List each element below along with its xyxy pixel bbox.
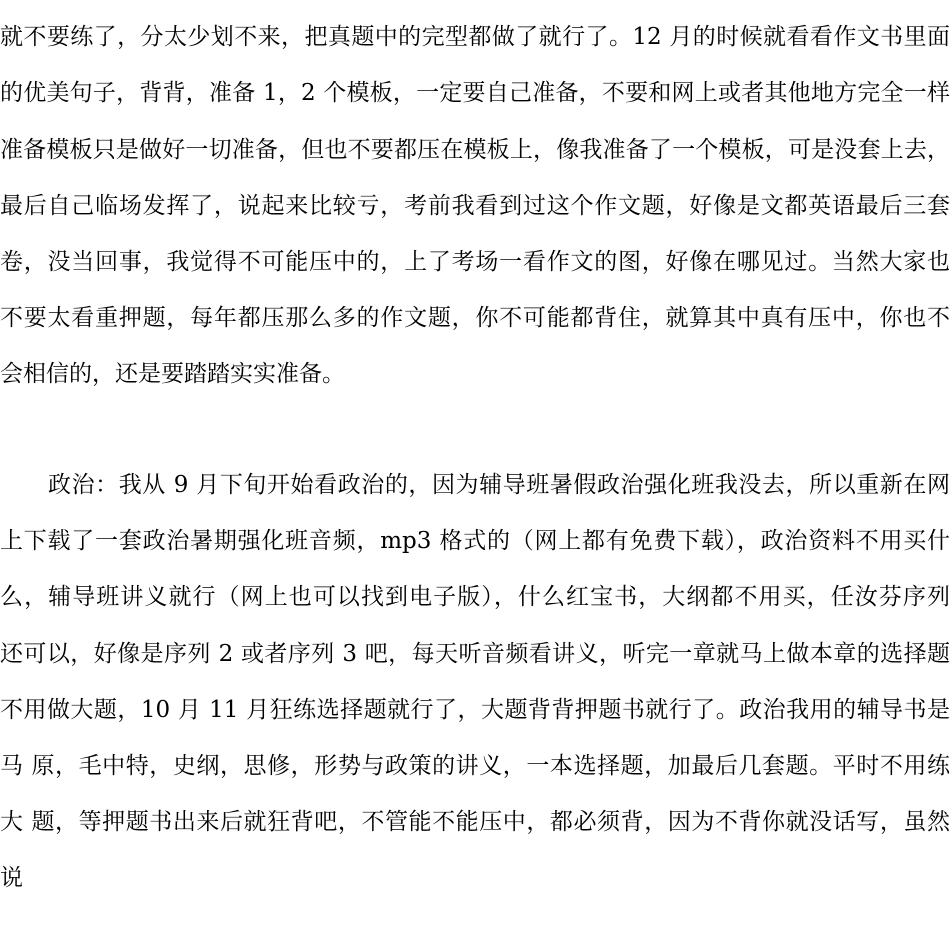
- paragraph-line: 会相信的，还是要踏踏实实准备。: [0, 361, 345, 387]
- paragraph-line: 不用做大题，10 月 11 月狂练选择题就行了，大题背背押题书就行了。政治我用的辅导书是: [0, 697, 950, 723]
- paragraph-line: 还可以，好像是序列 2 或者序列 3 吧，每天听音频看讲义，听完一章就马上做本章的选择题: [0, 641, 950, 667]
- paragraph-line: 的优美句子，背背，准备 1，2 个模板，一定要自己准备，不要和网上或者其他地方完全一样: [0, 80, 950, 106]
- paragraph-line: 最后自己临场发挥了，说起来比较亏，考前我看到过这个作文题，好像是文都英语最后三套: [0, 193, 950, 219]
- paragraph-line: 卷，没当回事，我觉得不可能压中的，上了考场一看作文的图，好像在哪见过。当然大家也: [0, 249, 950, 275]
- paragraph-line: 大 题，等押题书出来后就狂背吧，不管能不能压中，都必须背，因为不背你就没话写，虽然: [0, 809, 950, 835]
- paragraph-line: 上下载了一套政治暑期强化班音频，mp3 格式的（网上都有免费下载），政治资料不用买什: [0, 528, 950, 554]
- paragraph-line: 就不要练了，分太少划不来，把真题中的完型都做了就行了。12 月的时候就看看作文书里面: [0, 24, 950, 50]
- paragraph-line: 政治：我从 9 月下旬开始看政治的，因为辅导班暑假政治强化班我没去，所以重新在网: [48, 472, 950, 498]
- paragraph-line: 么，辅导班讲义就行（网上也可以找到电子版），什么红宝书，大纲都不用买，任汝芬序列: [0, 584, 950, 610]
- paragraph-line: 准备模板只是做好一切准备，但也不要都压在模板上，像我准备了一个模板，可是没套上去，: [0, 137, 950, 163]
- paragraph-line: 不要太看重押题，每年都压那么多的作文题，你不可能都背住，就算其中真有压中，你也不: [0, 305, 950, 331]
- paragraph-line: 说: [0, 865, 23, 891]
- paragraph-line: 马 原，毛中特，史纲，思修，形势与政策的讲义，一本选择题，加最后几套题。平时不用练: [0, 753, 950, 779]
